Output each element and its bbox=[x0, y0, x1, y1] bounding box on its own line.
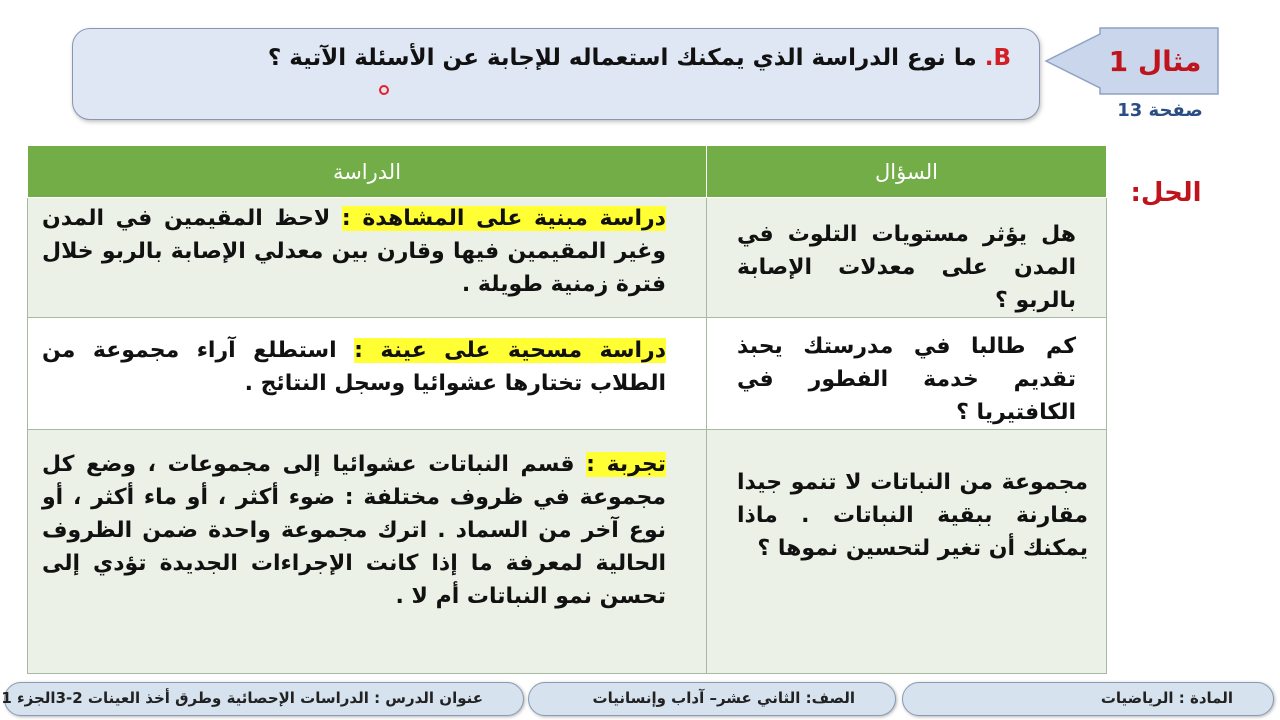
footer-subject: المادة : الرياضيات bbox=[902, 682, 1274, 716]
example-label: مثال 1 bbox=[1108, 45, 1202, 78]
question-cell: كم طالبا في مدرستك يحبذ تقديم خدمة الفطور في الكافتيريا ؟ bbox=[707, 318, 1107, 430]
footer-grade: الصف: الثاني عشر– آداب وإنسانيات bbox=[528, 682, 896, 716]
footer-lesson: عنوان الدرس : الدراسات الإحصائية وطرق أخذ العينات 2-3الجزء 1 bbox=[4, 682, 524, 716]
study-type-highlight: دراسة مبنية على المشاهدة : bbox=[341, 206, 666, 231]
study-cell bbox=[28, 430, 707, 674]
study-description: لاحظ المقيمين في المدن وغير المقيمين فيها وقارن بين معدلي الإصابة بالربو خلال فترة زمنية طويلة . bbox=[42, 206, 666, 297]
table-row bbox=[28, 430, 1107, 674]
study-description: قسم النباتات عشوائيا إلى مجموعات ، وضع كل مجموعة في ظروف مختلفة : ضوء أكثر ، أو ماء أكثر ، أو نوع آخر من السماد . اترك مجموعة واحدة ضمن الظروف الحالية لمعرفة ما إذا كانت الإجراءات الجديدة تؤدي إلى تحسن نمو النباتات أم لا . bbox=[42, 452, 666, 609]
study-type-highlight: تجربة : bbox=[586, 452, 666, 477]
question-letter: B. bbox=[984, 45, 1011, 71]
red-dot-mark bbox=[379, 85, 389, 95]
question-body: ما نوع الدراسة الذي يمكنك استعماله للإجابة عن الأسئلة الآتية ؟ bbox=[267, 45, 977, 71]
study-description: استطلع آراء مجموعة من الطلاب تختارها عشوائيا وسجل النتائج . bbox=[42, 338, 666, 396]
question-text bbox=[268, 45, 1011, 71]
table-row bbox=[28, 318, 1107, 430]
question-box bbox=[72, 28, 1040, 120]
page-label: صفحة 13 bbox=[1117, 100, 1203, 121]
solution-table bbox=[27, 145, 1107, 674]
table-header-row bbox=[28, 146, 1107, 198]
study-cell bbox=[28, 318, 707, 430]
question-cell: هل يؤثر مستويات التلوث في المدن على معدلات الإصابة بالربو ؟ bbox=[707, 198, 1107, 318]
header-question: السؤال bbox=[707, 146, 1107, 198]
question-cell: مجموعة من النباتات لا تنمو جيدا مقارنة ببقية النباتات . ماذا يمكنك أن تغير لتحسين نموها ؟ bbox=[707, 430, 1107, 674]
header-study: الدراسة bbox=[28, 146, 707, 198]
study-type-highlight: دراسة مسحية على عينة : bbox=[354, 338, 666, 363]
table-row bbox=[28, 198, 1107, 318]
study-cell bbox=[28, 198, 707, 318]
solution-label: الحل: bbox=[1130, 178, 1202, 208]
